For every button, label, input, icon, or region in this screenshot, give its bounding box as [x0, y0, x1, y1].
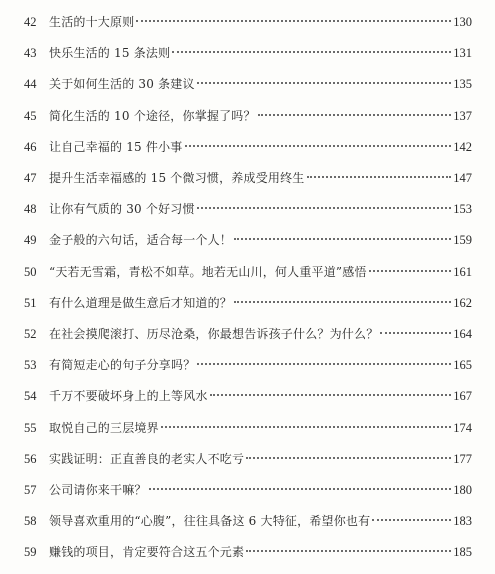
entry-title: 取悦自己的三层境界: [49, 421, 159, 435]
entry-number: 46: [24, 140, 37, 154]
entry-title: 金子般的六句话，适合每一个人！: [49, 233, 233, 247]
entry-page-number: 185: [453, 545, 472, 559]
entry-number: 48: [24, 202, 37, 216]
entry-title: 领导喜欢重用的“心腹”，往往具备这 6 大特征，希望你也有: [49, 514, 371, 528]
toc-entry-44[interactable]: [24, 74, 472, 94]
entry-title: 生活的十大原则: [49, 15, 135, 29]
entry-title: 公司请你来干嘛？: [49, 483, 147, 497]
dot-leader: [369, 270, 452, 272]
entry-page-number: 161: [453, 265, 472, 279]
dot-leader: [258, 114, 452, 116]
entry-number: 53: [24, 358, 37, 372]
entry-page-number: 180: [453, 483, 472, 497]
toc-entry-49[interactable]: [24, 230, 472, 250]
toc-entry-47[interactable]: [24, 168, 472, 188]
entry-page-number: 142: [453, 140, 472, 154]
dot-leader: [136, 20, 451, 22]
entry-title: 在社会摸爬滚打、历尽沧桑，你最想告诉孩子什么？为什么？: [49, 327, 379, 341]
toc-entry-43[interactable]: [24, 43, 472, 63]
toc-entry-58[interactable]: [24, 511, 472, 531]
toc-entry-55[interactable]: [24, 418, 472, 438]
entry-page-number: 135: [453, 77, 472, 91]
dot-leader: [234, 301, 451, 303]
entry-page-number: 183: [453, 514, 472, 528]
entry-page-number: 174: [453, 421, 472, 435]
entry-number: 52: [24, 327, 37, 341]
toc-entry-48[interactable]: [24, 199, 472, 219]
entry-title: 关于如何生活的 30 条建议: [49, 77, 195, 91]
entry-page-number: 165: [453, 358, 472, 372]
entry-title: 让自己幸福的 15 件小事: [49, 140, 183, 154]
toc-entry-51[interactable]: [24, 293, 472, 313]
dot-leader: [185, 145, 452, 147]
entry-number: 51: [24, 296, 37, 310]
toc-entry-45[interactable]: [24, 106, 472, 126]
entry-page-number: 162: [453, 296, 472, 310]
dot-leader: [172, 51, 451, 53]
entry-number: 42: [24, 15, 37, 29]
entry-title: 实践证明：正直善良的老实人不吃亏: [49, 452, 245, 466]
dot-leader: [210, 394, 452, 396]
entry-number: 58: [24, 514, 37, 528]
entry-title: 简化生活的 10 个途径，你掌握了吗？: [49, 109, 256, 123]
entry-page-number: 130: [453, 15, 472, 29]
toc-entry-59[interactable]: [24, 542, 472, 562]
dot-leader: [246, 550, 451, 552]
entry-page-number: 164: [453, 327, 472, 341]
entry-page-number: 131: [453, 46, 472, 60]
entry-number: 47: [24, 171, 37, 185]
entry-number: 50: [24, 265, 37, 279]
dot-leader: [197, 363, 451, 365]
entry-title: “天若无雪霜，青松不如草。地若无山川，何人重平道”感悟: [49, 265, 367, 279]
dot-leader: [246, 457, 451, 459]
entry-number: 54: [24, 389, 37, 403]
entry-number: 43: [24, 46, 37, 60]
entry-page-number: 177: [453, 452, 472, 466]
entry-number: 49: [24, 233, 37, 247]
entry-number: 44: [24, 77, 37, 91]
toc-entry-52[interactable]: [24, 324, 472, 344]
dot-leader: [307, 176, 452, 178]
entry-number: 45: [24, 109, 37, 123]
toc-entry-46[interactable]: [24, 137, 472, 157]
entry-title: 让你有气质的 30 个好习惯: [49, 202, 195, 216]
entry-page-number: 159: [453, 233, 472, 247]
dot-leader: [161, 426, 451, 428]
entry-title: 快乐生活的 15 条法则: [49, 46, 171, 60]
entry-title: 千万不要破坏身上的上等风水: [49, 389, 208, 403]
entry-number: 56: [24, 452, 37, 466]
entry-title: 提升生活幸福感的 15 个微习惯，养成受用终生: [49, 171, 305, 185]
dot-leader: [197, 82, 452, 84]
entry-number: 59: [24, 545, 37, 559]
entry-title: 有简短走心的句子分享吗？: [49, 358, 196, 372]
entry-number: 55: [24, 421, 37, 435]
dot-leader: [149, 488, 452, 490]
toc-entry-57[interactable]: [24, 480, 472, 500]
toc-entry-42[interactable]: [24, 12, 472, 32]
entry-page-number: 153: [453, 202, 472, 216]
entry-page-number: 147: [453, 171, 472, 185]
dot-leader: [380, 332, 451, 334]
toc-entry-54[interactable]: [24, 386, 472, 406]
entry-title: 赚钱的项目，肯定要符合这五个元素: [49, 545, 245, 559]
dot-leader: [234, 238, 451, 240]
entry-title: 有什么道理是做生意后才知道的？: [49, 296, 233, 310]
toc-entry-53[interactable]: [24, 355, 472, 375]
dot-leader: [197, 207, 452, 209]
entry-page-number: 137: [453, 109, 472, 123]
toc-entry-50[interactable]: [24, 262, 472, 282]
entry-number: 57: [24, 483, 37, 497]
toc-entry-56[interactable]: [24, 449, 472, 469]
dot-leader: [372, 519, 451, 521]
entry-page-number: 167: [453, 389, 472, 403]
